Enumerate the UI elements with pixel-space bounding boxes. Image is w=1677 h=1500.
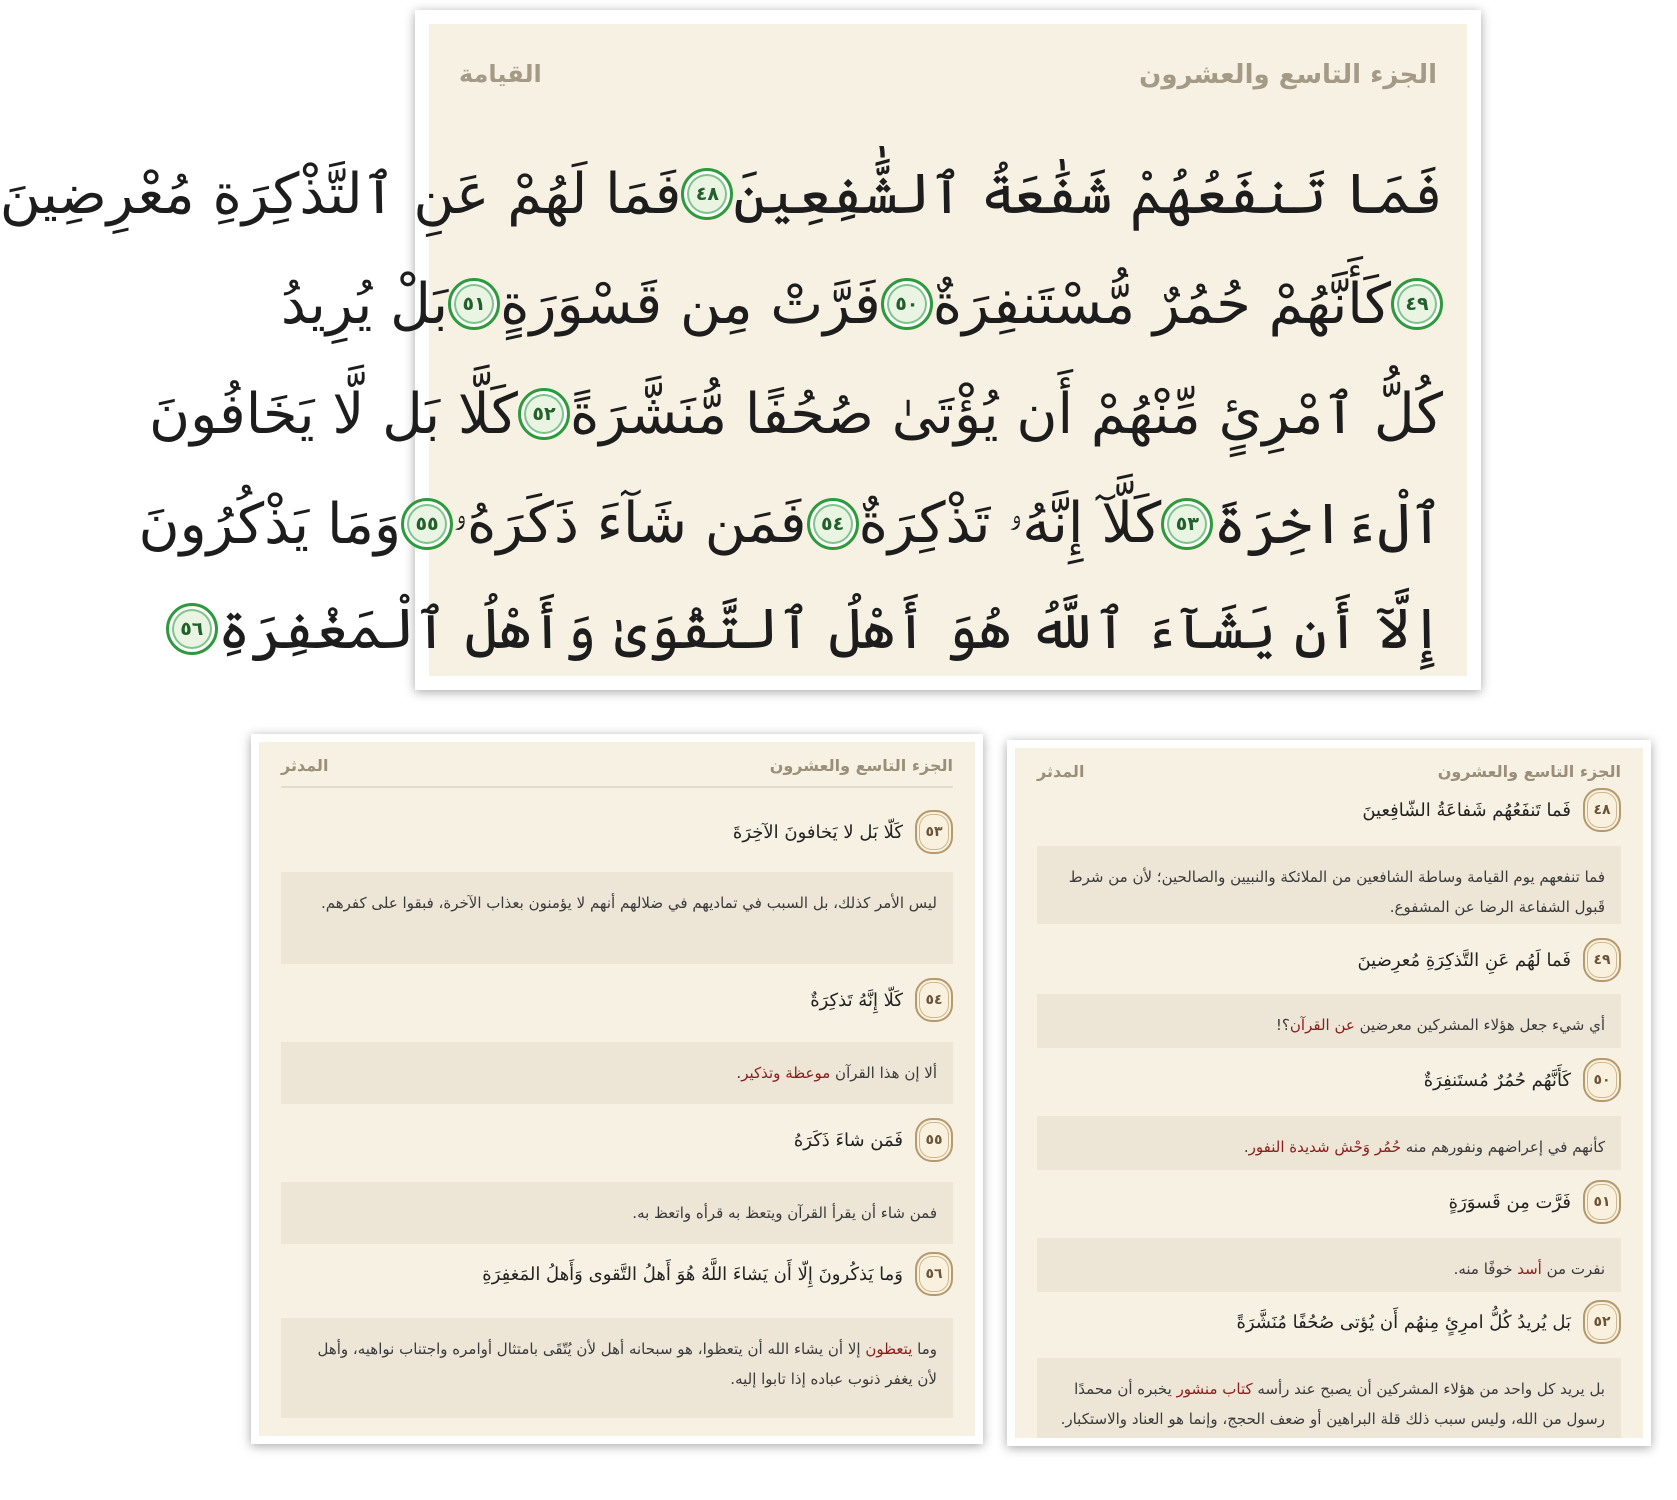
verse-text: كَلّا بَل لا يَخافونَ الآخِرَةَ xyxy=(732,821,903,843)
mushaf-line xyxy=(280,254,1443,354)
ayah-number-badge[interactable]: ٤٩ xyxy=(1391,278,1443,330)
verse-text: ٱلْءَاخِرَةَ xyxy=(1213,491,1443,557)
header-divider xyxy=(281,786,953,788)
verse-text: بَل يُريدُ كُلُّ امرِئٍ مِنهُم أَن يُؤتى صُحُفًا مُنَشَّرَةً xyxy=(1236,1311,1571,1333)
ayah-number-badge: ٥٥ xyxy=(915,1118,953,1162)
ayah-number-badge: ٤٩ xyxy=(1583,938,1621,982)
mushaf-page-card[interactable] xyxy=(0,10,1481,690)
verse-text: كُلُّ ٱمْرِئٍ مِّنْهُمْ أَن يُؤْتَىٰ صُحُفًا مُّنَشَّرَةً xyxy=(569,381,1443,447)
mushaf-line xyxy=(148,364,1443,464)
ayah-number-badge[interactable]: ٥٠ xyxy=(881,278,933,330)
tafsir-box xyxy=(1037,1358,1621,1438)
verse-text: كَأَنَّهُمْ حُمُرٌ مُّسْتَنفِرَةٌ xyxy=(932,271,1391,337)
verse-text: فَما تَنفَعُهُم شَفاعَةُ الشّافِعينَ xyxy=(1362,799,1571,821)
ayah-number-badge: ٥٤ xyxy=(915,978,953,1022)
verse-row[interactable] xyxy=(281,972,953,1028)
ayah-number-badge[interactable]: ٥١ xyxy=(448,278,500,330)
tafsir-page xyxy=(1015,748,1643,1438)
verse-text: كَلَّا بَل لَّا يَخَافُونَ xyxy=(148,381,518,447)
surah-name: المدثر xyxy=(1037,762,1085,781)
ayah-number-badge[interactable]: ٥٥ xyxy=(401,498,453,550)
tafsir-text: ألا إن هذا القرآن xyxy=(830,1064,937,1082)
mushaf-line xyxy=(0,144,1443,244)
tafsir-page-right[interactable] xyxy=(1007,740,1651,1446)
tafsir-box xyxy=(281,872,953,964)
tafsir-highlight: عن القرآن xyxy=(1289,1016,1355,1034)
verse-text: كَلَّآ إِنَّهُۥ تَذْكِرَةٌ xyxy=(858,491,1162,556)
tafsir-box xyxy=(1037,1116,1621,1170)
verse-text: إِلَّآ أَن يَشَآءَ ٱللَّهُ هُوَ أَهْلُ ٱلتَّقْوَىٰ وَأَهْلُ ٱلْمَغْفِرَةِ xyxy=(217,596,1443,662)
juz-title: الجزء التاسع والعشرون xyxy=(1139,60,1437,90)
tafsir-box xyxy=(281,1318,953,1418)
verse-text: فَرَّت مِن قَسوَرَةٍ xyxy=(1448,1191,1571,1213)
verse-text: فَرَّتْ مِن قَسْوَرَةٍ xyxy=(500,271,881,337)
verse-text: كَلّا إِنَّهُ تَذكِرَةٌ xyxy=(810,989,903,1011)
tafsir-highlight: أسد xyxy=(1517,1260,1542,1278)
tafsir-text: إلا أن يشاء الله أن يتعظوا، هو سبحانه أهل لأن يُتّقَى بامتثال أوامره واجتناب نواهيه، وأهل لأن يغفر ذنوب عباده إذا تابوا إليه. xyxy=(317,1340,937,1388)
tafsir-text: فما تنفعهم يوم القيامة وساطة الشافعين من الملائكة والنبيين والصالحين؛ لأن من شرط قَبول الشفاعة الرضا عن المشفوع. xyxy=(1068,868,1605,916)
ayah-number-badge: ٥٦ xyxy=(915,1252,953,1296)
verse-row[interactable] xyxy=(1037,1052,1621,1108)
ayah-number-badge: ٥٣ xyxy=(915,810,953,854)
tafsir-text: خوفًا منه. xyxy=(1453,1260,1518,1278)
verse-row[interactable] xyxy=(281,804,953,860)
ayah-number-badge[interactable]: ٥٤ xyxy=(807,498,859,550)
verse-text: كَأَنَّهُم حُمُرٌ مُستَنفِرَةٌ xyxy=(1423,1069,1571,1091)
tafsir-box xyxy=(281,1042,953,1104)
ayah-number-badge: ٥٠ xyxy=(1583,1058,1621,1102)
mushaf-line xyxy=(180,579,1443,679)
juz-title: الجزء التاسع والعشرون xyxy=(769,756,953,775)
ayah-number-badge[interactable]: ٥٦ xyxy=(166,603,218,655)
verse-text: فَما لَهُم عَنِ التَّذكِرَةِ مُعرِضينَ xyxy=(1357,949,1571,971)
tafsir-highlight: موعظة وتذكير xyxy=(741,1064,831,1082)
tafsir-text: ؟! xyxy=(1275,1016,1290,1034)
verse-row[interactable] xyxy=(281,1246,953,1302)
tafsir-box xyxy=(281,1182,953,1244)
tafsir-page xyxy=(259,742,975,1436)
verse-row[interactable] xyxy=(281,1112,953,1168)
ayah-number-badge: ٤٨ xyxy=(1583,788,1621,832)
tafsir-text: ليس الأمر كذلك، بل السبب في تماديهم في ضلالهم أنهم لا يؤمنون بعذاب الآخرة، فبقوا على كفرهم. xyxy=(320,894,937,912)
verse-text: فَمَا لَهُمْ عَنِ ٱلتَّذْكِرَةِ مُعْرِضِينَ xyxy=(0,161,682,227)
tafsir-text: . xyxy=(1243,1138,1249,1156)
verse-row[interactable] xyxy=(1037,1294,1621,1350)
surah-name: القيامة xyxy=(459,60,542,88)
tafsir-text: أي شيء جعل هؤلاء المشركين معرضين xyxy=(1354,1016,1605,1034)
tafsir-highlight: كتاب منشور xyxy=(1176,1380,1253,1398)
ayah-number-badge[interactable]: ٥٢ xyxy=(518,388,570,440)
tafsir-box xyxy=(1037,1238,1621,1292)
verse-text: وَمَا يَذْكُرُونَ xyxy=(138,491,402,557)
mushaf-line xyxy=(138,474,1443,574)
tafsir-text: كأنهم في إعراضهم ونفورهم منه xyxy=(1401,1138,1605,1156)
tafsir-text: يخبره أن محمدًا رسول من الله، وليس سبب ذلك قلة البراهين أو ضعف الحجج، وإنما هو العناد والاستكبار. xyxy=(1060,1380,1605,1428)
mushaf-page xyxy=(0,24,1467,676)
verse-text: وَما يَذكُرونَ إِلّا أَن يَشاءَ اللَّهُ هُوَ أَهلُ التَّقوى وَأَهلُ المَغفِرَةِ xyxy=(482,1263,903,1285)
ayah-number-badge: ٥١ xyxy=(1583,1180,1621,1224)
tafsir-text: . xyxy=(736,1064,742,1082)
juz-title: الجزء التاسع والعشرون xyxy=(1437,762,1621,781)
ayah-number-badge[interactable]: ٥٣ xyxy=(1161,498,1213,550)
verse-text: فَمَا تَنفَعُهُمْ شَفَٰعَةُ ٱلشَّٰفِعِينَ xyxy=(733,161,1443,227)
tafsir-text: وما xyxy=(912,1340,937,1358)
tafsir-page-left[interactable] xyxy=(251,734,983,1444)
surah-name: المدثر xyxy=(281,756,329,775)
verse-text: فَمَن شَآءَ ذَكَرَهُۥ xyxy=(453,491,807,556)
tafsir-text: فمن شاء أن يقرأ القرآن ويتعظ به قرأه واتعظ به. xyxy=(632,1204,937,1222)
tafsir-highlight: حُمُر وَحْش شديدة النفور xyxy=(1248,1138,1401,1156)
tafsir-highlight: يتعظون xyxy=(865,1340,913,1358)
tafsir-text: بل يريد كل واحد من هؤلاء المشركين أن يصبح عند رأسه xyxy=(1252,1380,1605,1398)
tafsir-box xyxy=(1037,994,1621,1048)
tafsir-box xyxy=(1037,846,1621,924)
verse-text: فَمَن شاءَ ذَكَرَهُ xyxy=(793,1129,903,1151)
tafsir-text: نفرت من xyxy=(1541,1260,1605,1278)
verse-row[interactable] xyxy=(1037,782,1621,838)
verse-text: بَلْ يُرِيدُ xyxy=(280,271,449,337)
verse-row[interactable] xyxy=(1037,932,1621,988)
ayah-number-badge: ٥٢ xyxy=(1583,1300,1621,1344)
ayah-number-badge[interactable]: ٤٨ xyxy=(681,168,733,220)
verse-row[interactable] xyxy=(1037,1174,1621,1230)
